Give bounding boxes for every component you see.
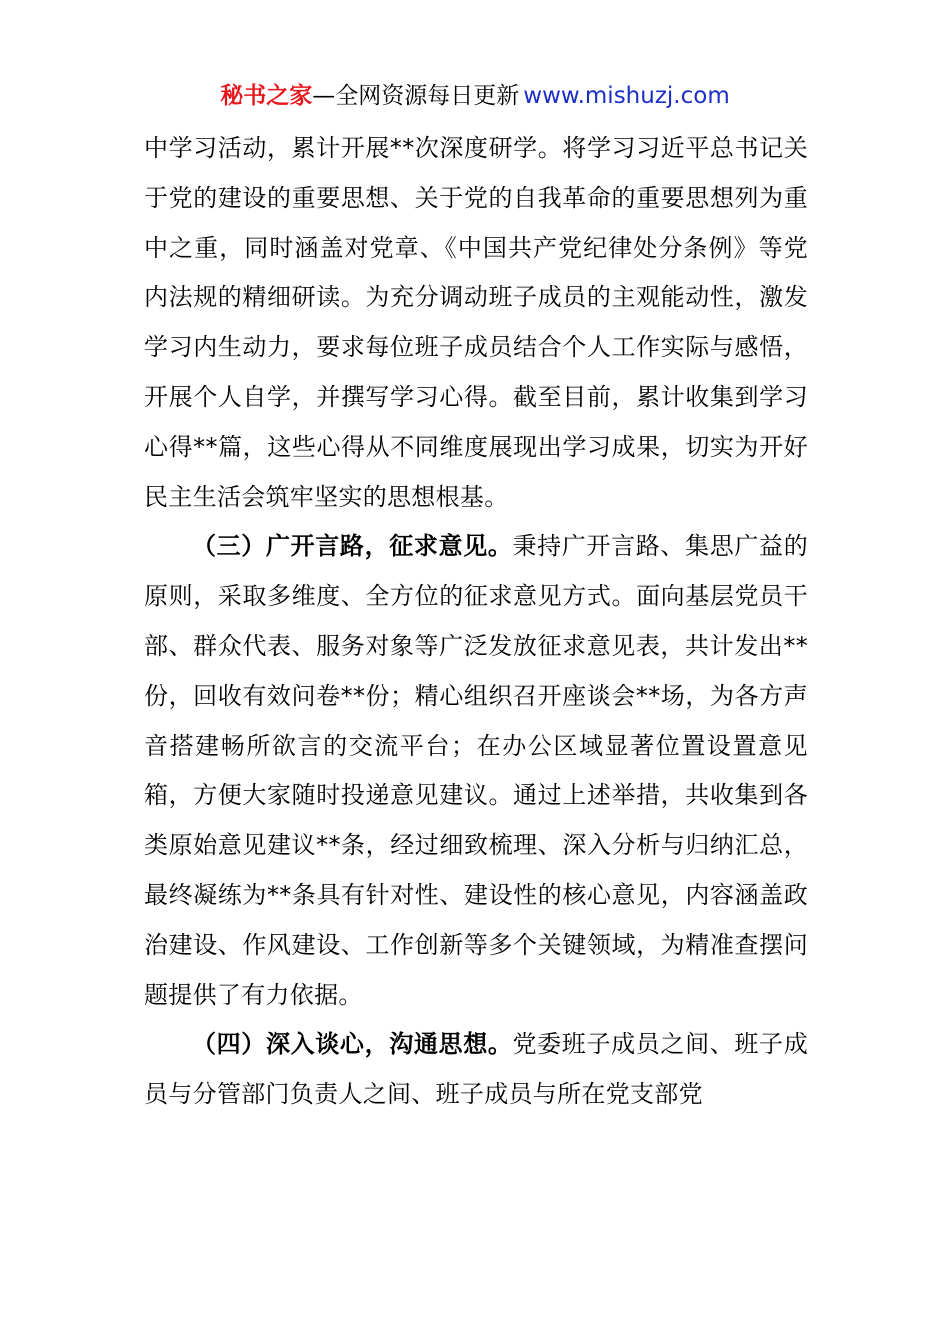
section-heading-3: （三）广开言路，征求意见。 (192, 532, 513, 561)
paragraph-continuation (144, 124, 808, 522)
section-paragraph-4 (144, 1020, 808, 1120)
section-heading-4: （四）深入谈心，沟通思想。 (192, 1030, 513, 1059)
brand-name: 秘书之家 (220, 83, 313, 109)
document-body (144, 124, 808, 1120)
paragraph-text: 秉持广开言路、集思广益的原则，采取多维度、全方位的征求意见方式。面向基层党员干部、群众代表、服务对象等广泛发放征求意见表，共计发出**份，回收有效问卷**份；精心组织召开座谈会**场，为各方声音搭建畅所欲言的交流平台；在办公区域显著位置设置意见箱，方便大家随时投递意见建议。通过上述举措，共收集到各类原始意见建议**条，经过细致梳理、深入分析与归纳汇总，最终凝练为**条具有针对性、建设性的核心意见，内容涵盖政治建设、作风建设、工作创新等多个关键领域，为精准查摆问题提供了有力依据。 (144, 532, 808, 1009)
header-tagline: —全网资源每日更新 (312, 83, 520, 109)
section-paragraph-3 (144, 522, 808, 1020)
site-header (0, 80, 950, 112)
paragraph-text: 党委班子成员之间、班子成员与分管部门负责人之间、班子成员与所在党支部党 (144, 1030, 808, 1109)
paragraph-text: 中学习活动，累计开展**次深度研学。将学习习近平总书记关于党的建设的重要思想、关于党的自我革命的重要思想列为重中之重，同时涵盖对党章、《中国共产党纪律处分条例》等党内法规的精细研读。为充分调动班子成员的主观能动性，激发学习内生动力，要求每位班子成员结合个人工作实际与感悟，开展个人自学，并撰写学习心得。截至目前，累计收集到学习心得**篇，这些心得从不同维度展现出学习成果，切实为开好民主生活会筑牢坚实的思想根基。 (144, 134, 808, 511)
site-url-link[interactable]: www.mishuzj.com (523, 83, 730, 109)
